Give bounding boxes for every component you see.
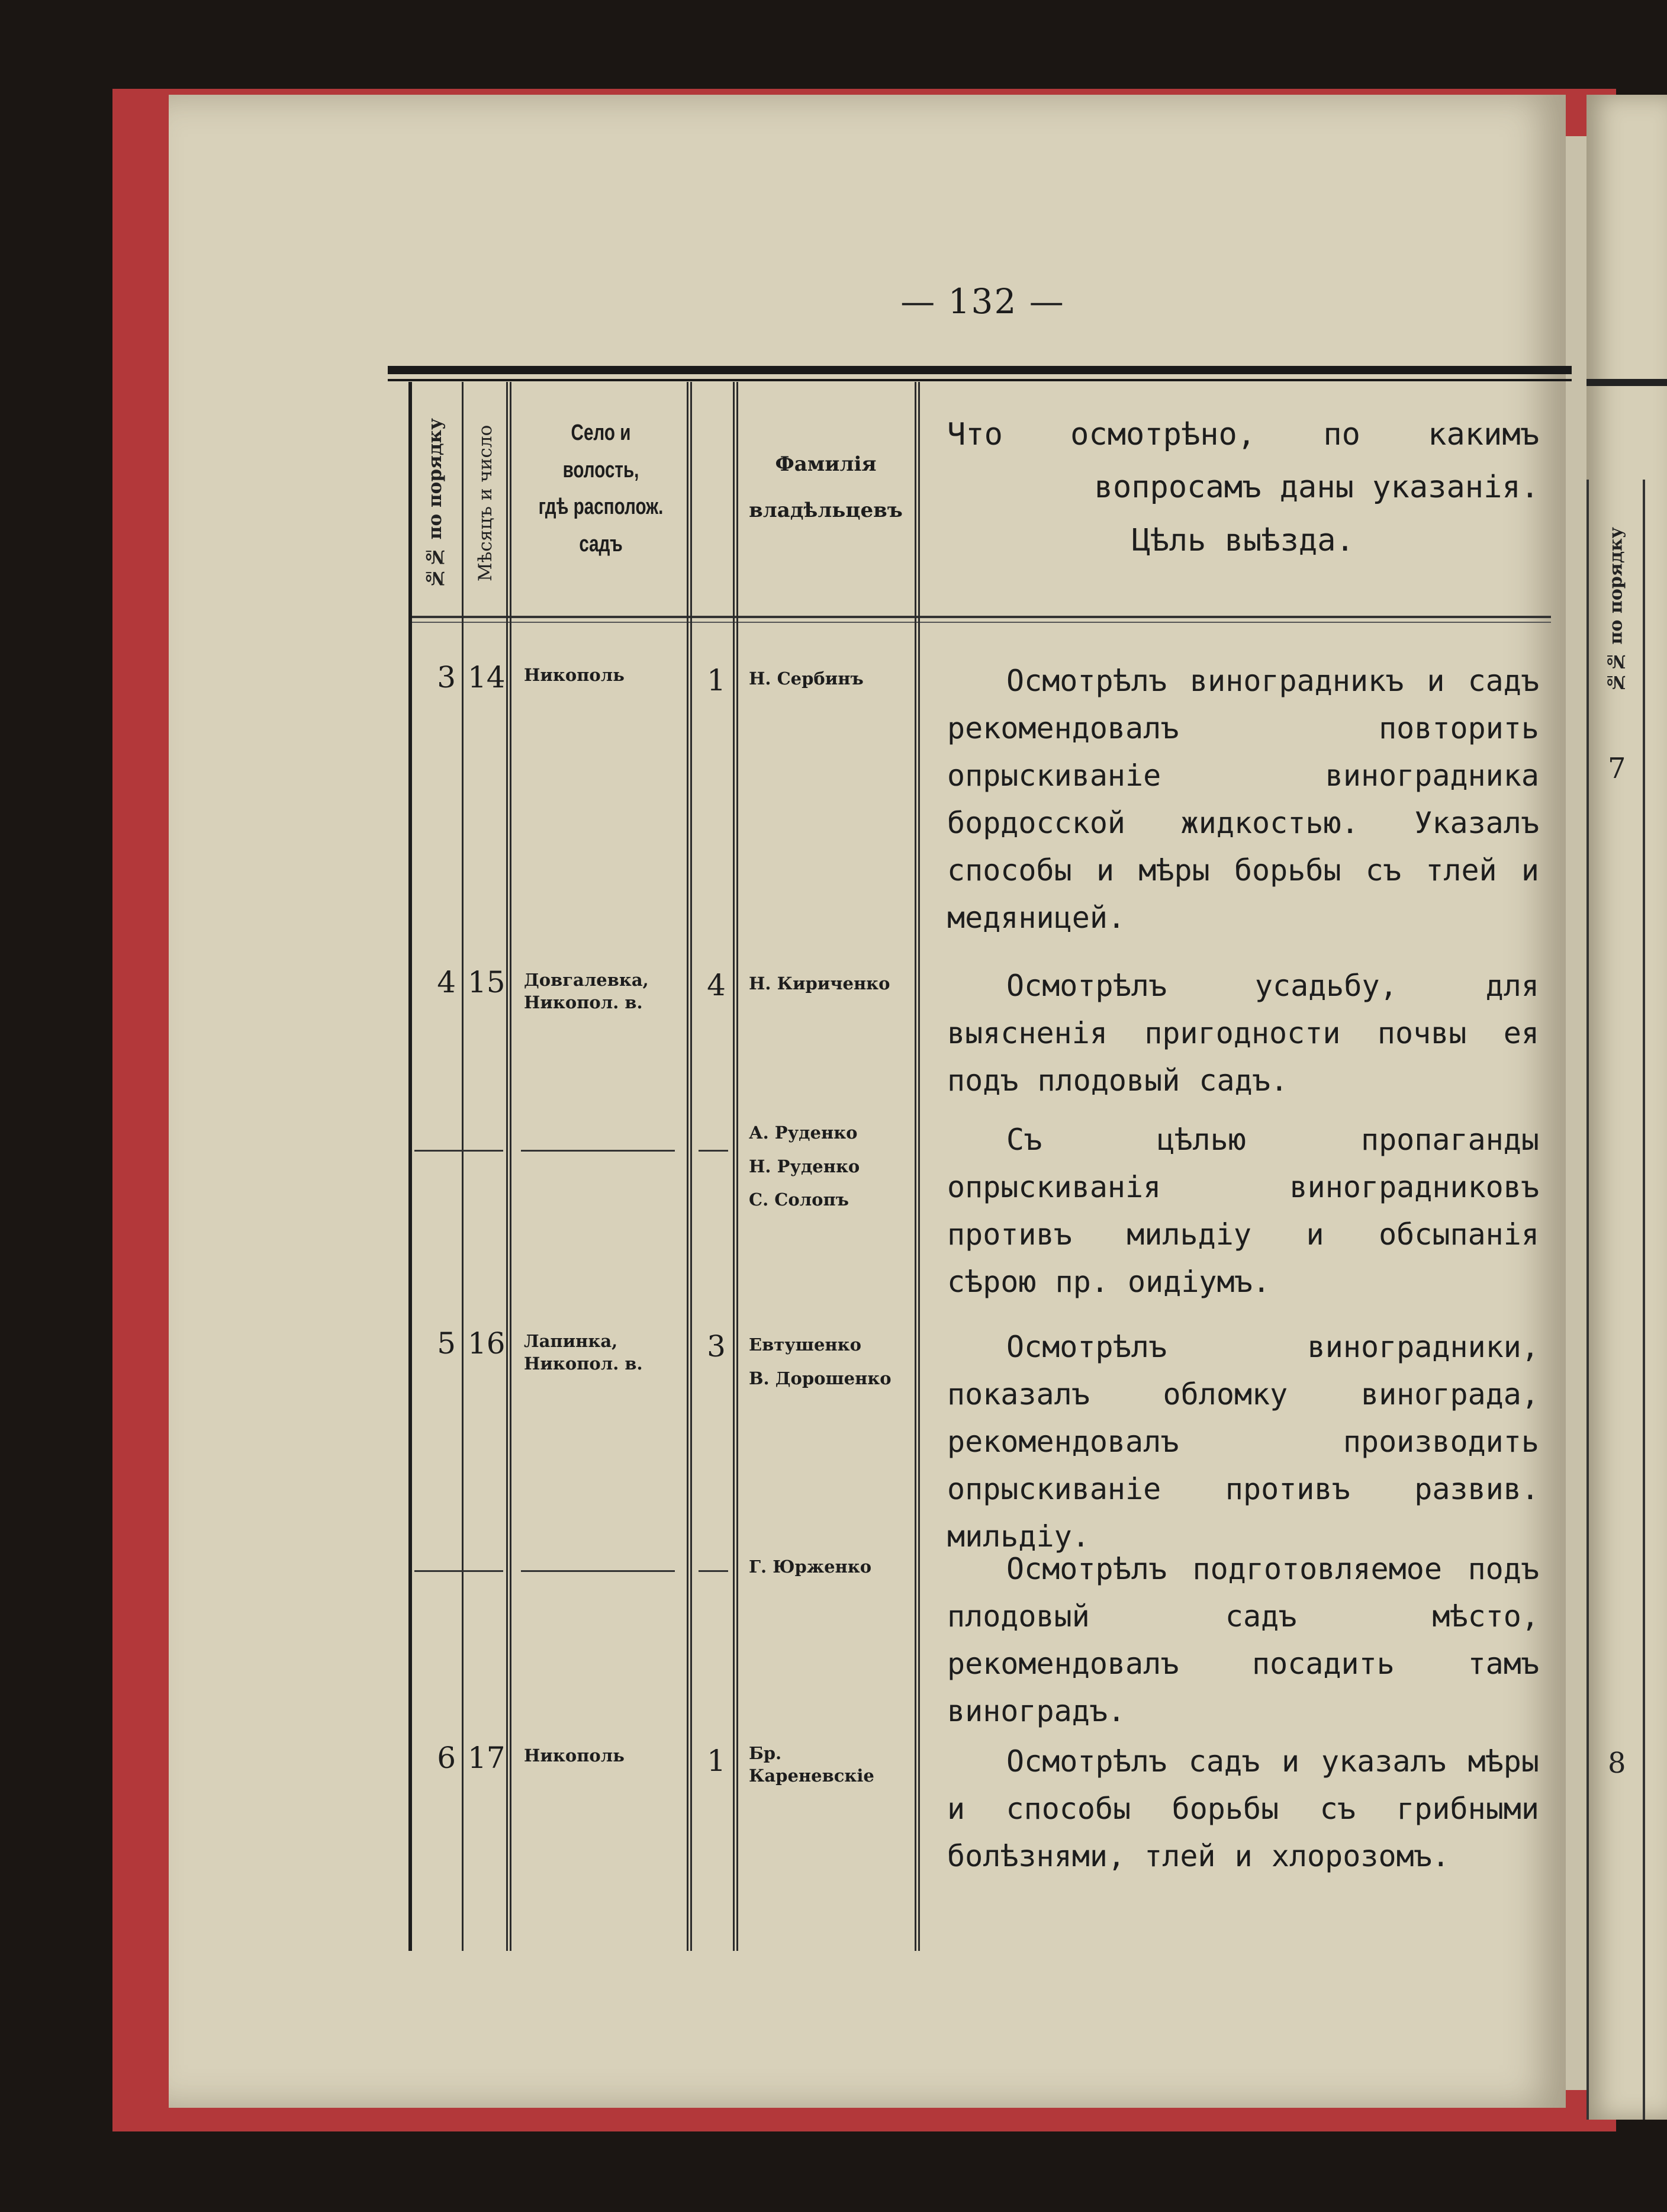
owner-name: А. Руденко <box>749 1123 858 1143</box>
note-text: Осмотрѣлъ виноградникъ и садъ рекомендовалъ повторить опрыскиваніе виноградника бордосской жидкостью. Указалъ способы и мѣры борьбы съ тлей и медяницей. <box>947 664 1539 935</box>
row-count: 1 <box>707 1744 726 1778</box>
next-page-fragment <box>1586 95 1667 2120</box>
next-page-column-line <box>1643 480 1645 2120</box>
header-order-number: №№ по порядку <box>424 418 446 589</box>
owner-name: В. Дорошенко <box>749 1368 892 1388</box>
note-text: Осмотрѣлъ садъ и указалъ мѣры и способы борьбы съ грибными болѣзнями, тлей и хлорозомъ. <box>947 1744 1539 1873</box>
row-note <box>947 962 1539 1104</box>
header-purpose <box>947 409 1539 567</box>
row-owners <box>749 1116 926 1217</box>
table-top-rule <box>388 366 1572 374</box>
row-number: 5 <box>437 1326 456 1361</box>
row-count: 3 <box>707 1329 726 1364</box>
owner-name: Н. Руденко <box>749 1156 860 1176</box>
header-purpose-line: Цѣль выѣзда. <box>1132 522 1354 558</box>
note-text: Съ цѣлью пропаганды опрыскиванія виноградниковъ противъ мильдіу и обсыпанія сѣрою пр. оидіумъ. <box>947 1123 1539 1299</box>
row-day: 16 <box>468 1326 506 1361</box>
next-page-row-number: 8 <box>1608 1747 1626 1780</box>
note-text: Осмотрѣлъ усадьбу, для выясненія пригодности почвы ея подъ плодовый садъ. <box>947 969 1539 1098</box>
header-purpose-line: вопросамъ даны указанія. <box>1094 470 1539 506</box>
header-month-day: Мѣсяцъ и число <box>475 425 496 582</box>
header-village <box>532 414 670 563</box>
header-village-line: Село и волость, <box>562 420 639 483</box>
next-page-column-line <box>1586 480 1589 2120</box>
row-count: 1 <box>707 663 726 697</box>
column-divider <box>408 382 412 1951</box>
next-page-row-number: 7 <box>1608 752 1626 785</box>
owner-name: Евтушенко <box>749 1335 861 1355</box>
column-divider <box>510 382 511 1951</box>
header-owner <box>737 441 915 533</box>
row-note <box>947 1738 1539 1880</box>
column-divider <box>687 382 688 1951</box>
owner-name: Н. Сербинъ <box>749 668 864 689</box>
row-note <box>947 1545 1539 1735</box>
row-note <box>947 1116 1539 1306</box>
header-purpose-line: Что осмотрѣно, по какимъ <box>947 417 1539 452</box>
owner-name: С. Солопъ <box>749 1189 849 1210</box>
row-note <box>947 657 1539 941</box>
header-bottom-rule <box>408 616 1551 618</box>
row-owners <box>749 1328 926 1395</box>
row-separator <box>699 1150 728 1152</box>
row-separator <box>699 1570 728 1572</box>
note-text: Осмотрѣлъ виноградники, показалъ обломку винограда, рекомендовалъ производить опрыскиваніе противъ развив. мильдіу. <box>947 1330 1539 1554</box>
header-owner-line: Фамилія <box>775 452 877 476</box>
row-number: 4 <box>437 965 456 999</box>
next-page-header-order: №№ по порядку <box>1605 527 1627 693</box>
header-bottom-rule-thin <box>408 622 1551 623</box>
next-page-rule <box>1586 379 1667 386</box>
row-village: Никополь <box>524 665 625 685</box>
row-separator <box>521 1150 675 1152</box>
row-note <box>947 1323 1539 1560</box>
column-divider <box>690 382 692 1951</box>
row-separator <box>468 1570 503 1572</box>
table-top-rule-thin <box>388 379 1572 381</box>
row-day: 14 <box>468 660 506 695</box>
row-owners <box>749 1550 926 1584</box>
row-count: 4 <box>707 968 726 1002</box>
row-owners <box>749 967 926 1001</box>
row-village: Лапинка, Никопол. в. <box>524 1331 643 1374</box>
row-owners <box>749 662 926 696</box>
row-village: Никополь <box>524 1745 625 1766</box>
column-divider <box>733 382 735 1951</box>
row-separator <box>468 1150 503 1152</box>
row-day: 17 <box>468 1741 506 1775</box>
note-text: Осмотрѣлъ подготовляемое подъ плодовый садъ мѣсто, рекомендовалъ посадить тамъ виноградъ. <box>947 1552 1539 1728</box>
header-owner-line: владѣльцевъ <box>749 499 903 523</box>
owner-name: Н. Кириченко <box>749 973 890 994</box>
column-divider <box>506 382 508 1951</box>
owner-name: Г. Юрженко <box>749 1557 872 1577</box>
row-owners <box>749 1742 909 1787</box>
row-day: 15 <box>468 965 506 999</box>
row-number: 6 <box>437 1741 456 1775</box>
row-number: 3 <box>437 660 456 695</box>
header-village-line: гдѣ располож. <box>538 494 664 520</box>
owner-name: Бр. Кареневскіе <box>749 1743 874 1786</box>
row-village: Довгалевка, Никопол. в. <box>524 970 649 1012</box>
column-divider <box>462 382 464 1951</box>
page-number: — 132 — <box>900 281 1065 321</box>
header-village-line: садъ <box>579 532 623 557</box>
row-separator <box>521 1570 675 1572</box>
column-divider <box>736 382 738 1951</box>
